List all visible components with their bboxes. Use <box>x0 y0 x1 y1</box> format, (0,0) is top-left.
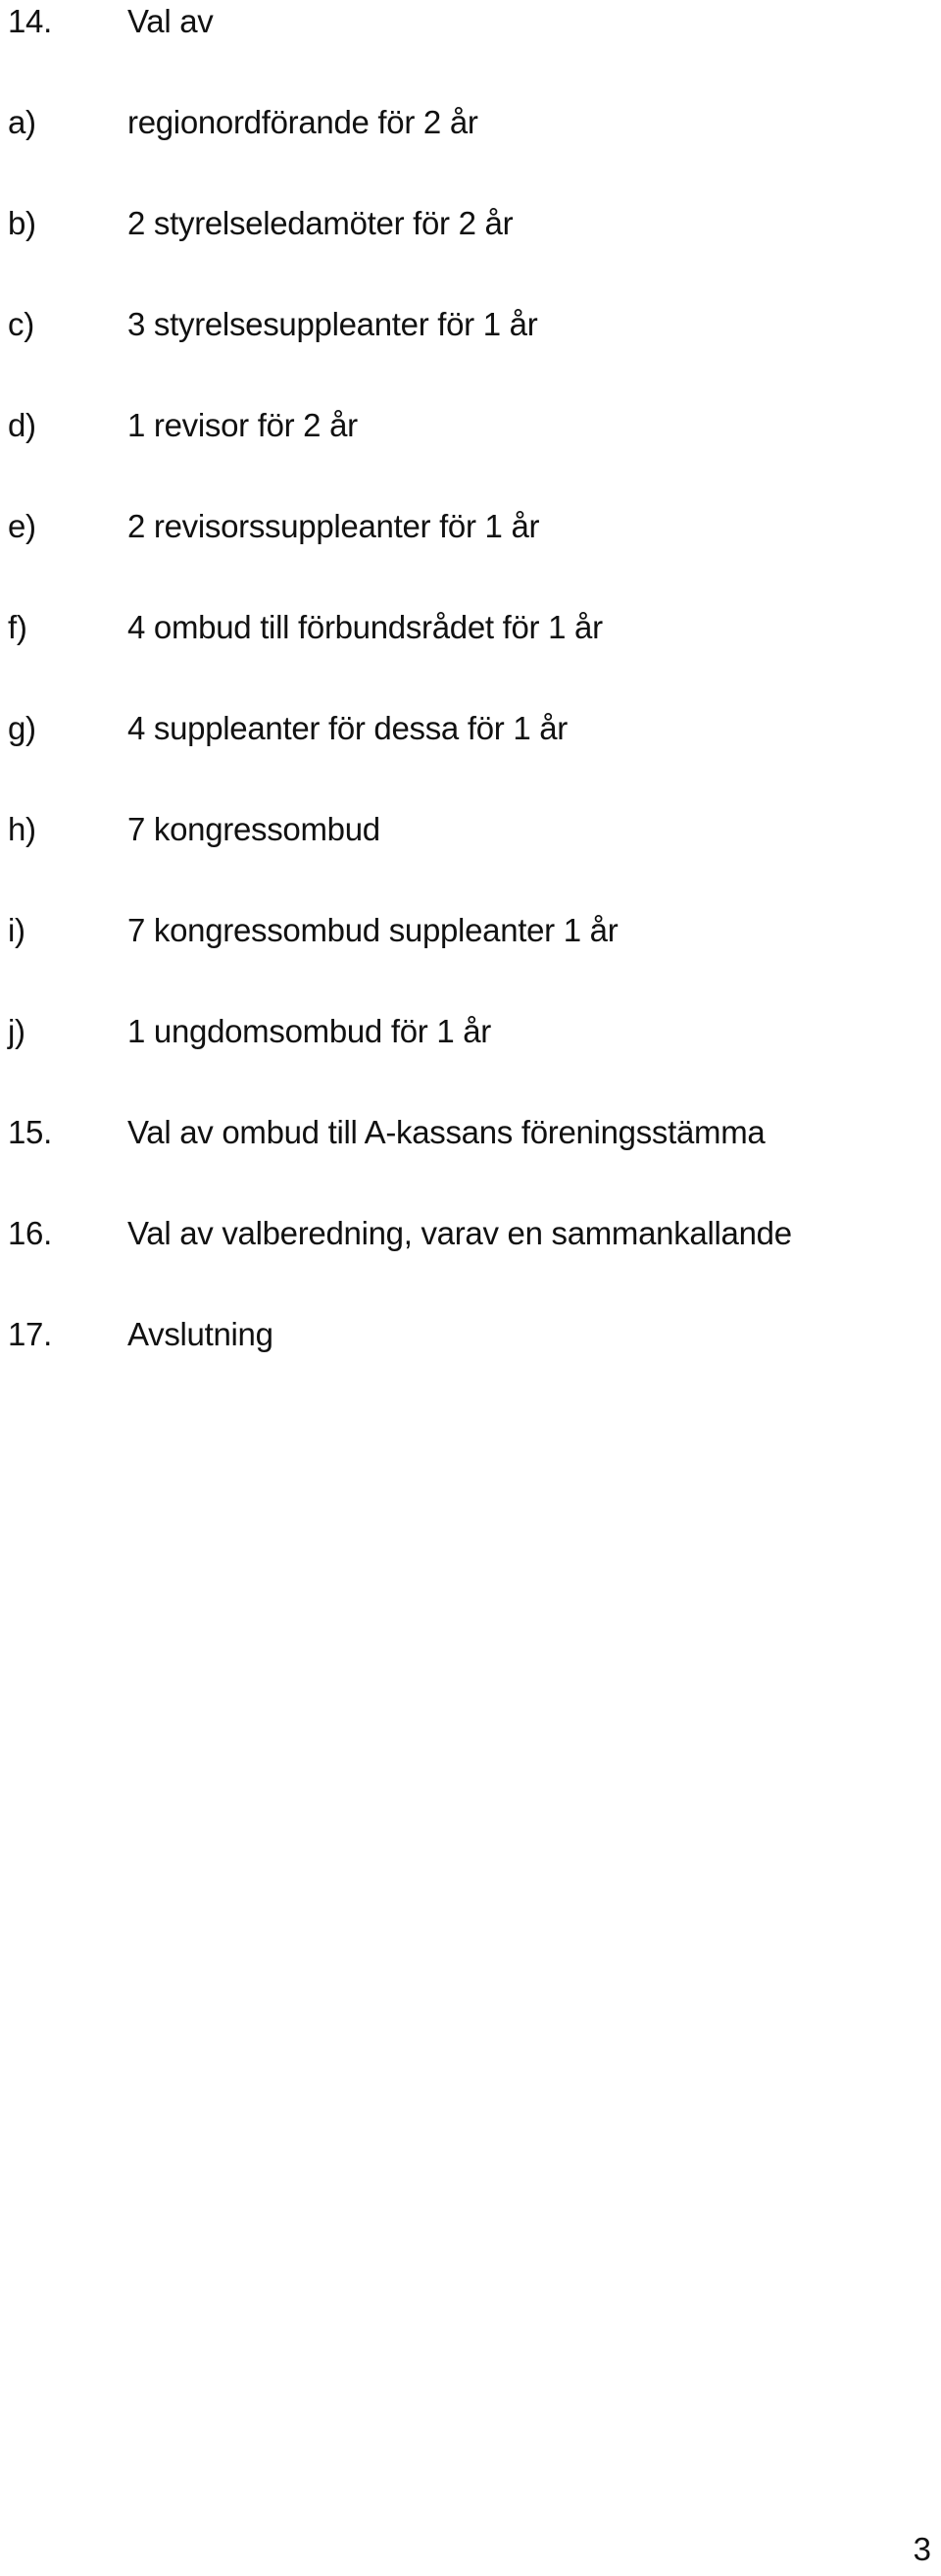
subitem-text: 2 styrelseledamöter för 2 år <box>127 205 514 241</box>
subitem-letter: f) <box>8 609 27 645</box>
subitem-text: 4 suppleanter för dessa för 1 år <box>127 710 569 746</box>
agenda-item <box>0 1313 882 1372</box>
subitem-text: 3 styrelsesuppleanter för 1 år <box>127 306 538 342</box>
subitem-letter: d) <box>8 407 36 443</box>
subitem-letter: g) <box>8 710 36 746</box>
subitem-text: 1 revisor för 2 år <box>127 407 358 443</box>
subitem-letter: b) <box>8 205 36 241</box>
item-number: 15. <box>8 1114 52 1150</box>
item-text: Val av valberedning, varav en sammankallande <box>127 1215 792 1251</box>
subitem-letter: j) <box>8 1013 25 1049</box>
item-number: 17. <box>8 1316 52 1352</box>
agenda-item <box>0 0 882 59</box>
item-text: Val av ombud till A-kassans föreningsstämma <box>127 1114 766 1150</box>
subitem-text: 7 kongressombud suppleanter 1 år <box>127 912 619 948</box>
agenda-subitem <box>0 808 882 867</box>
subitem-text: 1 ungdomsombud för 1 år <box>127 1013 491 1049</box>
subitem-text: 2 revisorssuppleanter för 1 år <box>127 508 540 544</box>
item-number: 16. <box>8 1215 52 1251</box>
agenda-subitem <box>0 101 882 160</box>
agenda-subitem <box>0 909 882 968</box>
subitem-text: regionordförande för 2 år <box>127 104 478 140</box>
page-number: 3 <box>913 2531 931 2567</box>
agenda-subitem <box>0 303 882 362</box>
agenda-item <box>0 1212 882 1271</box>
agenda-subitem <box>0 404 882 463</box>
subitem-letter: e) <box>8 508 36 544</box>
subitem-letter: i) <box>8 912 25 948</box>
item-number: 14. <box>8 3 52 39</box>
agenda-item <box>0 1111 882 1170</box>
agenda-subitem <box>0 505 882 564</box>
agenda-subitem <box>0 707 882 766</box>
subitem-text: 4 ombud till förbundsrådet för 1 år <box>127 609 603 645</box>
item-text: Avslutning <box>127 1316 273 1352</box>
subitem-letter: c) <box>8 306 34 342</box>
agenda-subitem <box>0 202 882 261</box>
agenda-subitem <box>0 1010 882 1069</box>
subitem-text: 7 kongressombud <box>127 811 380 847</box>
item-text: Val av <box>127 3 214 39</box>
subitem-letter: h) <box>8 811 36 847</box>
agenda-subitem <box>0 606 882 665</box>
subitem-letter: a) <box>8 104 36 140</box>
